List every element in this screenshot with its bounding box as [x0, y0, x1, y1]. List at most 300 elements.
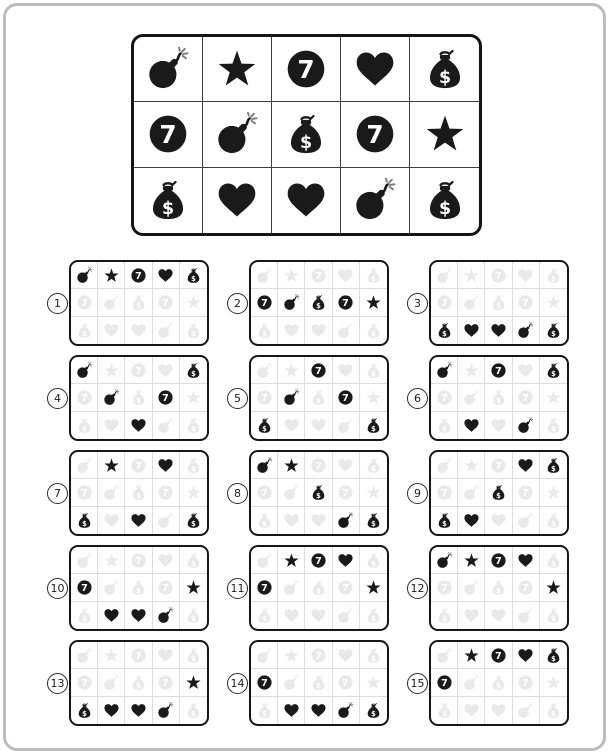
seven-icon [517, 579, 534, 596]
puzzle-7[interactable] [47, 452, 227, 534]
grid-cell [98, 357, 125, 384]
money-bag-icon [490, 484, 507, 501]
grid-cell [485, 602, 512, 629]
grid-cell [360, 669, 387, 696]
puzzle-11[interactable] [227, 547, 407, 629]
bomb-icon [463, 294, 480, 311]
grid-cell [485, 317, 512, 344]
puzzle-number: 5 [227, 388, 248, 409]
money-bag-icon [310, 484, 327, 501]
seven-icon [310, 362, 327, 379]
star-icon [545, 294, 562, 311]
bomb-icon [283, 674, 300, 691]
money-bag-icon [365, 362, 382, 379]
grid-cell [153, 479, 180, 506]
grid-cell [251, 412, 278, 439]
grid-cell [485, 507, 512, 534]
grid-cell [431, 479, 458, 506]
puzzle-grid [249, 640, 389, 726]
bomb-icon [103, 294, 120, 311]
star-icon [463, 457, 480, 474]
puzzle-6[interactable] [407, 357, 587, 439]
reference-grid [131, 34, 482, 236]
grid-cell [333, 289, 360, 316]
grid-cell [278, 412, 305, 439]
puzzle-3[interactable] [407, 262, 587, 344]
heart-icon [517, 552, 534, 569]
grid-cell [305, 574, 332, 601]
puzzle-grid [249, 450, 389, 536]
money-bag-icon [545, 267, 562, 284]
bomb-icon [76, 647, 93, 664]
puzzle-9[interactable] [407, 452, 587, 534]
star-icon [365, 674, 382, 691]
grid-cell [278, 479, 305, 506]
grid-cell [305, 669, 332, 696]
heart-icon [517, 647, 534, 664]
grid-cell [513, 412, 540, 439]
grid-cell [71, 317, 98, 344]
heart-icon [490, 417, 507, 434]
puzzle-grid-cells [71, 452, 207, 534]
grid-cell [333, 574, 360, 601]
bomb-icon [436, 647, 453, 664]
bomb-icon [103, 674, 120, 691]
grid-cell [513, 317, 540, 344]
grid-cell [153, 357, 180, 384]
money-bag-icon [256, 417, 273, 434]
grid-cell [341, 168, 410, 233]
heart-icon [337, 267, 354, 284]
grid-cell [305, 507, 332, 534]
grid-cell [360, 262, 387, 289]
grid-cell [333, 547, 360, 574]
grid-cell [360, 642, 387, 669]
heart-icon [337, 647, 354, 664]
heart-icon [157, 552, 174, 569]
heart-icon [490, 702, 507, 719]
grid-cell [458, 574, 485, 601]
grid-cell [153, 262, 180, 289]
money-bag-icon [545, 512, 562, 529]
grid-cell [153, 317, 180, 344]
grid-cell [305, 357, 332, 384]
heart-icon [157, 362, 174, 379]
seven-icon [157, 484, 174, 501]
star-icon [185, 674, 202, 691]
heart-icon [490, 607, 507, 624]
grid-cell [305, 547, 332, 574]
grid-cell [305, 452, 332, 479]
star-icon [185, 389, 202, 406]
grid-cell [485, 669, 512, 696]
puzzle-list [47, 262, 587, 737]
grid-cell [71, 642, 98, 669]
seven-icon [517, 294, 534, 311]
grid-cell [125, 574, 152, 601]
money-bag-icon [436, 322, 453, 339]
seven-icon [256, 484, 273, 501]
grid-cell [458, 642, 485, 669]
grid-cell [513, 602, 540, 629]
money-bag-icon [256, 607, 273, 624]
grid-cell [153, 602, 180, 629]
grid-cell [98, 574, 125, 601]
grid-cell [98, 384, 125, 411]
grid-cell [431, 602, 458, 629]
star-icon [103, 362, 120, 379]
grid-cell [410, 102, 479, 167]
puzzle-grid-cells [251, 547, 387, 629]
grid-cell [278, 669, 305, 696]
grid-cell [125, 479, 152, 506]
grid-cell [485, 289, 512, 316]
money-bag-icon [256, 702, 273, 719]
heart-icon [130, 322, 147, 339]
money-bag-icon [310, 294, 327, 311]
grid-cell [360, 574, 387, 601]
grid-cell [125, 384, 152, 411]
grid-cell [71, 547, 98, 574]
grid-cell [278, 289, 305, 316]
grid-cell [125, 547, 152, 574]
bomb-icon [517, 512, 534, 529]
money-bag-icon [76, 417, 93, 434]
grid-cell [333, 642, 360, 669]
puzzle-13[interactable] [47, 642, 227, 724]
bomb-icon [337, 322, 354, 339]
grid-cell [458, 669, 485, 696]
money-bag-icon [490, 674, 507, 691]
grid-cell [180, 507, 207, 534]
grid-cell [305, 289, 332, 316]
heart-icon [310, 512, 327, 529]
money-bag-icon [436, 417, 453, 434]
grid-cell [125, 642, 152, 669]
grid-cell [278, 697, 305, 724]
heart-icon [517, 457, 534, 474]
bomb-icon [215, 112, 259, 156]
heart-icon [463, 417, 480, 434]
star-icon [463, 267, 480, 284]
money-bag-icon [365, 417, 382, 434]
grid-cell [71, 574, 98, 601]
grid-cell [540, 547, 567, 574]
grid-cell [305, 479, 332, 506]
heart-icon [353, 47, 397, 91]
seven-icon [337, 389, 354, 406]
grid-cell [180, 452, 207, 479]
money-bag-icon [490, 389, 507, 406]
grid-cell [458, 602, 485, 629]
grid-cell [485, 479, 512, 506]
grid-cell [251, 384, 278, 411]
seven-icon [130, 457, 147, 474]
seven-icon [337, 294, 354, 311]
grid-cell [513, 262, 540, 289]
grid-cell [71, 289, 98, 316]
grid-cell [71, 479, 98, 506]
grid-cell [513, 574, 540, 601]
grid-cell [540, 479, 567, 506]
grid-cell [125, 357, 152, 384]
grid-cell [485, 547, 512, 574]
puzzle-number: 11 [227, 578, 248, 599]
money-bag-icon [185, 457, 202, 474]
seven-icon [130, 267, 147, 284]
grid-cell [540, 289, 567, 316]
bomb-icon [337, 512, 354, 529]
puzzle-number: 7 [47, 483, 68, 504]
grid-cell [540, 357, 567, 384]
grid-cell [513, 479, 540, 506]
heart-icon [337, 362, 354, 379]
puzzle-number: 8 [227, 483, 248, 504]
puzzle-grid-cells [251, 357, 387, 439]
grid-cell [360, 412, 387, 439]
star-icon [423, 112, 467, 156]
star-icon [185, 579, 202, 596]
money-bag-icon [365, 512, 382, 529]
grid-cell [431, 357, 458, 384]
grid-cell [251, 317, 278, 344]
heart-icon [157, 647, 174, 664]
puzzle-grid-cells [431, 262, 567, 344]
money-bag-icon [76, 607, 93, 624]
grid-cell [153, 574, 180, 601]
grid-cell [431, 412, 458, 439]
heart-icon [337, 457, 354, 474]
grid-cell [540, 642, 567, 669]
bomb-icon [436, 267, 453, 284]
puzzle-4[interactable] [47, 357, 227, 439]
seven-icon [130, 362, 147, 379]
puzzle-grid [69, 260, 209, 346]
puzzle-grid-cells [431, 357, 567, 439]
grid-cell [153, 547, 180, 574]
grid-cell [153, 507, 180, 534]
grid-cell [540, 669, 567, 696]
seven-icon [490, 647, 507, 664]
grid-cell [251, 697, 278, 724]
seven-icon [337, 484, 354, 501]
money-bag-icon [130, 674, 147, 691]
grid-cell [278, 507, 305, 534]
grid-cell [485, 642, 512, 669]
heart-icon [283, 702, 300, 719]
money-bag-icon [490, 294, 507, 311]
grid-cell [125, 669, 152, 696]
grid-cell [278, 262, 305, 289]
star-icon [463, 552, 480, 569]
grid-cell [485, 574, 512, 601]
seven-icon [310, 267, 327, 284]
grid-cell [98, 547, 125, 574]
grid-cell [71, 602, 98, 629]
heart-icon [284, 178, 328, 222]
puzzle-15[interactable] [407, 642, 587, 724]
grid-cell [431, 384, 458, 411]
seven-icon [157, 579, 174, 596]
seven-icon [337, 674, 354, 691]
puzzle-number: 3 [407, 293, 428, 314]
puzzle-12[interactable] [407, 547, 587, 629]
grid-cell [71, 507, 98, 534]
money-bag-icon [365, 647, 382, 664]
star-icon [283, 647, 300, 664]
heart-icon [215, 178, 259, 222]
puzzle-grid [69, 355, 209, 441]
grid-cell [458, 384, 485, 411]
grid-cell [125, 262, 152, 289]
money-bag-icon [185, 267, 202, 284]
grid-cell [513, 507, 540, 534]
grid-cell [153, 384, 180, 411]
grid-cell [305, 317, 332, 344]
puzzle-grid-cells [431, 547, 567, 629]
heart-icon [157, 457, 174, 474]
puzzle-number: 4 [47, 388, 68, 409]
grid-cell [513, 547, 540, 574]
grid-cell [180, 384, 207, 411]
bomb-icon [436, 457, 453, 474]
bomb-icon [517, 607, 534, 624]
grid-cell [278, 357, 305, 384]
grid-cell [98, 289, 125, 316]
grid-cell [125, 289, 152, 316]
grid-cell [458, 357, 485, 384]
puzzle-5[interactable] [227, 357, 407, 439]
puzzle-number: 9 [407, 483, 428, 504]
grid-cell [458, 507, 485, 534]
grid-cell [333, 602, 360, 629]
puzzle-number: 2 [227, 293, 248, 314]
puzzle-grid-cells [71, 262, 207, 344]
puzzle-grid [69, 450, 209, 536]
grid-cell [458, 262, 485, 289]
money-bag-icon [256, 322, 273, 339]
grid-cell [71, 357, 98, 384]
grid-cell [98, 697, 125, 724]
grid-cell [153, 289, 180, 316]
seven-icon [256, 294, 273, 311]
seven-icon [130, 552, 147, 569]
seven-icon [157, 294, 174, 311]
bomb-icon [463, 484, 480, 501]
grid-cell [485, 412, 512, 439]
heart-icon [310, 607, 327, 624]
grid-cell [431, 317, 458, 344]
seven-icon [490, 457, 507, 474]
star-icon [463, 647, 480, 664]
grid-cell [125, 412, 152, 439]
money-bag-icon [365, 607, 382, 624]
puzzle-2[interactable] [227, 262, 407, 344]
grid-cell [278, 547, 305, 574]
seven-icon [130, 647, 147, 664]
puzzle-10[interactable] [47, 547, 227, 629]
grid-cell [333, 357, 360, 384]
grid-cell [431, 697, 458, 724]
heart-icon [283, 512, 300, 529]
puzzle-1[interactable] [47, 262, 227, 344]
grid-cell [305, 602, 332, 629]
grid-cell [278, 384, 305, 411]
bomb-icon [157, 607, 174, 624]
grid-cell [360, 602, 387, 629]
seven-icon [256, 579, 273, 596]
star-icon [545, 674, 562, 691]
money-bag-icon [545, 322, 562, 339]
grid-cell [98, 507, 125, 534]
grid-cell [272, 37, 341, 102]
grid-cell [360, 479, 387, 506]
puzzle-number: 10 [47, 578, 68, 599]
grid-cell [203, 102, 272, 167]
grid-cell [360, 289, 387, 316]
puzzle-grid [69, 640, 209, 726]
seven-icon [517, 484, 534, 501]
money-bag-icon [185, 647, 202, 664]
bomb-icon [157, 322, 174, 339]
money-bag-icon [423, 47, 467, 91]
bomb-icon [337, 607, 354, 624]
grid-cell [333, 317, 360, 344]
grid-cell [180, 289, 207, 316]
grid-cell [431, 289, 458, 316]
heart-icon [283, 322, 300, 339]
puzzle-number: 14 [227, 673, 248, 694]
money-bag-icon [130, 484, 147, 501]
grid-cell [540, 507, 567, 534]
bomb-icon [256, 552, 273, 569]
money-bag-icon [365, 322, 382, 339]
grid-cell [98, 479, 125, 506]
grid-cell [333, 384, 360, 411]
grid-cell [251, 602, 278, 629]
grid-cell [180, 317, 207, 344]
bomb-icon [103, 484, 120, 501]
puzzle-14[interactable] [227, 642, 407, 724]
grid-cell [540, 574, 567, 601]
grid-cell [431, 547, 458, 574]
seven-icon [76, 674, 93, 691]
grid-cell [125, 697, 152, 724]
money-bag-icon [256, 512, 273, 529]
grid-cell [333, 412, 360, 439]
puzzle-grid [429, 355, 569, 441]
puzzle-number: 1 [47, 293, 68, 314]
money-bag-icon [284, 112, 328, 156]
grid-cell [360, 547, 387, 574]
star-icon [545, 579, 562, 596]
grid-cell [305, 697, 332, 724]
grid-cell [134, 102, 203, 167]
grid-cell [513, 697, 540, 724]
money-bag-icon [365, 267, 382, 284]
bomb-icon [517, 322, 534, 339]
grid-cell [278, 317, 305, 344]
grid-cell [125, 452, 152, 479]
grid-cell [180, 669, 207, 696]
seven-icon [76, 579, 93, 596]
grid-cell [251, 642, 278, 669]
grid-cell [341, 102, 410, 167]
seven-icon [256, 389, 273, 406]
seven-icon [517, 389, 534, 406]
puzzle-8[interactable] [227, 452, 407, 534]
money-bag-icon [310, 674, 327, 691]
